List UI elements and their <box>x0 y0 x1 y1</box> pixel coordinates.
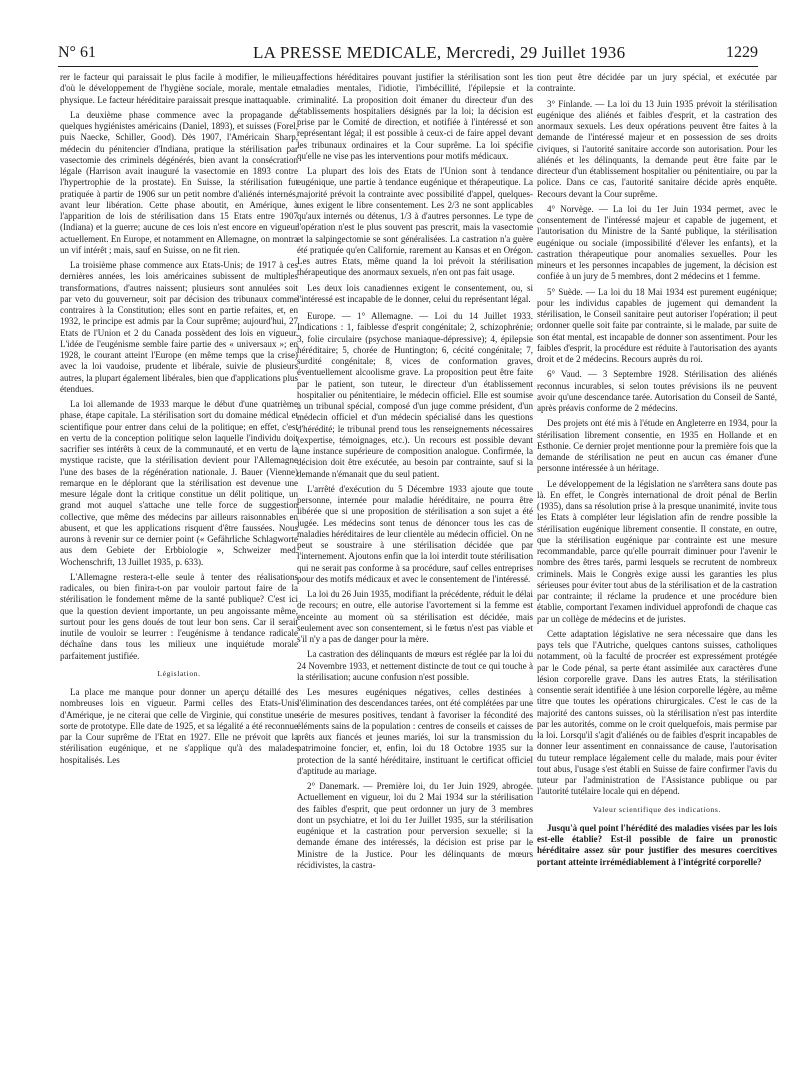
paragraph: Jusqu'à quel point l'hérédité des maladies visées par les lois est-elle établie? Est-il possible de faire un pronostic héréditaire assez sûr pour justifier des mesures coercitives portant atteinte irrémédiablement à l'intégrité corporelle? <box>537 822 777 867</box>
paragraph: Europe. — 1° Allemagne. — Loi du 14 Juillet 1933. Indications : 1, faiblesse d'esprit congénitale; 2, schizophrénie; 3, folie circulaire (psychose maniaque-dépressive); 4, épilepsie héréditaire; 5, chorée de Huntington; 6, cécité congénitale; 7, surdité congénitale; 8, vices de conformation graves, éventuellement alcoolisme grave. La proposition peut être faite par le patient, son tuteur, le directeur d'un établissement hospitalier ou pénitentiaire, le médecin officiel. Elle est soumise à un tribunal spécial, composé d'un juge comme président, d'un médecin officiel et d'un médecin spécialisé dans les questions d'hérédité; le tribunal prend tous les renseignements nécessaires (expertise, témoignages, etc.). Un recours est possible devant une instance supérieure de composition analogue. Confirmée, la décision doit être exécutée, au besoin par contrainte, sauf si la demande n'émanait que du seul patient. <box>297 311 533 479</box>
section-heading-legislation: Législation. <box>157 668 201 678</box>
paragraph: Les mesures eugéniques négatives, celles destinées à l'élimination des descendances tarées, ont été complétées par une série de mesures positives, tendant à favoriser la fécondité des éléments sains de la population : centres de conseils et caisses de prêts aux fiancés et jeunes mariés, loi sur la transmission du patrimoine foncier, et, enfin, loi du 18 Octobre 1935 sur la protection de la santé héréditaire, instituant le certificat officiel d'aptitude au mariage. <box>297 687 533 776</box>
paragraph: tion peut être décidée par un jury spécial, et exécutée par contrainte. <box>537 72 777 94</box>
paragraph: 6° Vaud. — 3 Septembre 1928. Stérilisation des aliénés reconnus incurables, si selon toutes prévisions ils ne peuvent avoir qu'une descendance tarée. Autorisation du Conseil de Santé, après préavis conforme de 2 médecins. <box>537 369 777 413</box>
paragraph: affections héréditaires pouvant justifier la stérilisation sont les maladies mentales, l'idiotie, l'imbécillité, l'épilepsie et la criminalité. La proposition doit émaner du directeur d'un des établissements hospitaliers désignés par la loi; la décision est prise par le Comité de direction, et notifiée à l'intéressé et son représentant légal; il est possible à ceux-ci de faire appel devant les tribunaux ordinaires et la Cour suprême. La loi spécifie qu'elle ne vise pas les interventions pour motifs médicaux. <box>297 72 533 161</box>
paragraph: Cette adaptation législative ne sera nécessaire que dans les pays tels que l'Autriche, quelques cantons suisses, catholiques notamment, où la faculté de procréer est expressément protégée par le Code pénal, sa perte étant assimilée aux caractères d'une lésion corporelle grave. Dans les autres Etats, la stérilisation consentie serait identifiée à une lésion corporelle légère, au même titre que toutes les opérations chirurgicales. C'est le cas de la majorité des cantons suisses, où la stérilisation n'est pas interdite par les autorités, comme on le croit quelquefois, mais permise par la loi. Lorsqu'il s'agit d'aliénés ou de faibles d'esprit incapables de donner leur assentiment en connaissance de cause, l'autorisation du tuteur remplace légalement celle du malade, mais pour éviter tout abus, l'usage s'est établi en Suisse de faire confirmer l'avis du tuteur par l'administration de l'Assistance publique ou par l'autorité tutélaire locale qui en dépend. <box>537 628 777 797</box>
paragraph: 2° Danemark. — Première loi, du 1er Juin 1929, abrogée. Actuellement en vigueur, loi du 2 Mai 1934 sur la stérilisation des faibles d'esprit, que peut ordonner un jury de 3 membres dont un psychiatre, et loi du 1er Juillet 1935, sur la stérilisation eugénique et la castration pour perversion sexuelle; si la demande émane des intéressés, la décision est prise par le Ministre de la Justice. Pour les délinquants de mœurs récidivistes, la castra- <box>297 781 533 870</box>
page-header <box>58 36 758 64</box>
paragraph: 3° Finlande. — La loi du 13 Juin 1935 prévoit la stérilisation eugénique des aliénés et faibles d'esprit, et la castration des anormaux sexuels. Les deux opérations peuvent être faites à la demande de l'intéressé majeur et en possession de ses droits civiques, si l'autorité sanitaire accorde son autorisation. Pour les aliénés et les délinquants, la demande peut être faite par le directeur d'un établissement hospitalier ou pénitentiaire, ou par la police. Dans ce cas, l'autorité sanitaire décide après enquête. Recours devant la Cour suprême. <box>537 98 777 199</box>
paragraph: 4° Norvège. — La loi du 1er Juin 1934 permet, avec le consentement de l'intéressé majeur et capable de jugement, et l'autorisation du Ministre de la Santé publique, la stérilisation eugénique ou sociale (impossibilité d'élever les enfants), et la castration thérapeutique pour anomalies sexuelles. Pour les mineurs et les personnes incapables de jugement, la décision est confiée à un jury de 5 membres, dont 2 médecins et 1 femme. <box>537 203 777 282</box>
page-number: 1229 <box>726 44 758 61</box>
paragraph: 5° Suède. — La loi du 18 Mai 1934 est purement eugénique; pour les individus capables de jugement qui demandent la stérilisation, le Conseil sanitaire peut autoriser l'opération; il peut ordonner quelle soit faite par contrainte, si le malade, par suite de son état mental, est incapable de donner son assentiment. Pour les faibles d'esprit, la procédure est réduite à l'autorisation des ayants droit et de 2 médecins. Recours auprès du roi. <box>537 286 777 364</box>
paragraph: L'arrêté d'exécution du 5 Décembre 1933 ajoute que toute personne, internée pour maladie héréditaire, ne pourra être libérée que si une proposition de stérilisation a son sujet a été jugée. Les médecins sont tenus de dénoncer tous les cas de maladies héréditaires de leur clientèle au médecin officiel. On ne peut se soustraire à une stérilisation décidée que par l'internement. Ajoutons enfin que la loi interdit toute stérilisation qui ne serait pas conforme à sa procédure, sauf celles entreprises pour des motifs médicaux et avec le consentement de l'intéressé. <box>297 483 533 584</box>
header-rule <box>58 66 758 67</box>
paragraph: L'Allemagne restera-t-elle seule à tenter des réalisations radicales, ou bien finira-t-on par vouloir partout faire de la stérilisation le fondement même de la santé publique? C'est ici que la question devient importante, un peu angoissante même, surtout pour les gens doués de tout leur bon sens. Car il serait inutile de vouloir se leurrer : l'eugénisme à tendance radicale déchaîne dans tous les milieux une inquiétude morale parfaitement justifiée. <box>60 571 298 661</box>
column-middle <box>297 72 533 875</box>
paragraph: La loi du 26 Juin 1935, modifiant la précédente, réduit le délai de recours; en outre, elle autorise l'avortement si la femme est enceinte au moment où sa stérilisation est décidée, mais seulement avec son consentement, si le fœtus n'est pas viable et s'il n'y a pas de danger pour la mère. <box>297 589 533 644</box>
column-right <box>537 72 777 872</box>
section-heading-scientific-value: Valeur scientifique des indications. <box>593 804 721 814</box>
issue-number: N° 61 <box>58 44 96 61</box>
journal-title: LA PRESSE MEDICALE, Mercredi, 29 Juillet 1936 <box>253 43 626 62</box>
paragraph: La loi allemande de 1933 marque le début d'une quatrième phase, étape capitale. La stérilisation sort du domaine médical et scientifique pour entrer dans celui de la politique; en effet, c'est en vertu de la conception politique selon laquelle l'individu doit sacrifier ses intérêts à ceux de la communauté, et en vertu de la mystique raciste, que la stérilisation devient pour l'Allemagne l'une des bases de la régénération nationale. J. Bauer (Vienne) remarque en le déplorant que la stérilisation est devenue une mesure légale dont la critique constitue un délit politique, un grand mot auquel s'attache une telle force de suggestion collective, que même des médecins par ailleurs raisonnables en abusent, et que les applications risquent d'être faussées. Nous aurons à revenir sur ce dernier point (« Gefährliche Schlagworte aus dem Gebiete der Erbbiologie », Schweizer med. Wochenschrift, 13 Juillet 1935, p. 633). <box>60 399 298 567</box>
paragraph: Les deux lois canadiennes exigent le consentement, ou, si l'intéressé est incapable de le donner, celui du représentant légal. <box>297 282 533 304</box>
paragraph: Des projets ont été mis à l'étude en Angleterre en 1934, pour la stérilisation librement consentie, en 1935 en Hollande et en Esthonie. Ce dernier projet mentionne pour la première fois que la demande de stérilisation ne peut en aucun cas émaner d'une personne intéressée à un héritage. <box>537 418 777 474</box>
paragraph: La plupart des lois des Etats de l'Union sont à tendance eugénique, une partie à tendance eugénique et thérapeutique. La majorité prévoit la contrainte avec possibilité d'appel, quelques-unes exigent le libre consentement. Les 2/3 ne sont applicables qu'aux internés ou détenus, 1/3 à d'autres personnes. Le type de l'opération n'est le plus souvent pas prescrit, mais la vasectomie et la salpingectomie se sont généralisées. La castration n'a guère été pratiquée qu'en Californie, rarement au Kansas et en Orégon. Les autres Etats, même quand la loi prévoit la stérilisation thérapeutique des anormaux sexuels, n'en ont pas fait usage. <box>297 166 533 278</box>
paragraph: rer le facteur qui paraissait le plus facile à modifier, le milieu; d'où le développement de l'hygiène sociale, morale, mentale et physique. Le facteur héréditaire paraissait presque inattaquable. <box>60 72 298 105</box>
paragraph: La place me manque pour donner un aperçu détaillé des nombreuses lois en vigueur. Parmi celles des Etats-Unis d'Amérique, je ne citerai que celle de Virginie, qui constitue une sorte de prototype. Elle date de 1925, et sa légalité a été reconnue par la Cour suprême de l'Etat en 1927. Elle ne prévoit que la stérilisation eugénique, et ne s'applique qu'à des malades hospitalisés. Les <box>60 687 298 765</box>
paragraph: La troisième phase commence aux Etats-Unis; de 1917 à ces dernières années, les lois américaines subissent de multiples transformations, d'autres naissent; plusieurs sont annulées soit par veto du gouverneur, soit par décision des tribunaux comme contraires à la Constitution; elles sont en partie refaites, et, en 1932, le principe est admis par la Cour suprême; aujourd'hui, 27 Etats de l'Union et 2 du Canada possèdent des lois en vigueur. L'idée de l'eugénisme semble faire partie des « universaux »; en 1928, le courant atteint l'Europe (en même temps que la crise) avec la loi vaudoise, prudente et libérale, suivie de plusieurs autres, la plupart également libérales, bien que d'applications plus étendues. <box>60 260 298 394</box>
paragraph: La castration des délinquants de mœurs est réglée par la loi du 24 Novembre 1933, et nettement distincte de tout ce qui touche à la stérilisation; aucune confusion n'est possible. <box>297 649 533 682</box>
paragraph: Le développement de la législation ne s'arrêtera sans doute pas là. En effet, le Congrès international de droit pénal de Berlin (1935), dans sa résolution prise à la presque unanimité, invite tous les Etats à compléter leur législation afin de rendre possible la stérilisation eugénique librement consentie. Il constate, en outre, que la stérilisation eugénique par contrainte est une mesure recommandable, parce qu'elle pourrait diminuer pour l'avenir le nombre des êtres tarés, parmi lesquels se recrutent de nombreux criminels. Mais le Congrès exige aussi les garanties les plus sérieuses pour éviter tout abus de la stérilisation et de la castration par contrainte; il réclame la prudence et une procédure bien établie, comportant l'examen individuel approfondi de chaque cas par un collège de médecins et de juristes. <box>537 478 777 624</box>
column-left <box>60 72 298 770</box>
paragraph: La deuxième phase commence avec la propagande de quelques hygiénistes américains (Daniel, 1893), et suisses (Forel, puis Naecke, Schiller, Good). Dès 1907, l'Américain Sharp, médecin du pénitencier d'Indiana, pratique la stérilisation par vasectomie des criminels dégénérés, bien avant la consécration légale (Harrison avait inauguré la vasectomie en 1893 contre l'hypertrophie de la prostate). En Suisse, la stérilisation fut pratiquée à partir de 1906 sur un petit nombre d'aliénés internés, avant leur libération. Cette phase aboutit, en Amérique, à l'apparition de lois de stérilisation dans 15 Etats entre 1907 (Indiana) et la guerre; aucune de ces lois n'est encore en vigueur actuellement. En Europe, et notamment en Allemagne, on montra un vif intérêt ; mais, sauf en Suisse, on ne fit rien. <box>60 109 298 255</box>
